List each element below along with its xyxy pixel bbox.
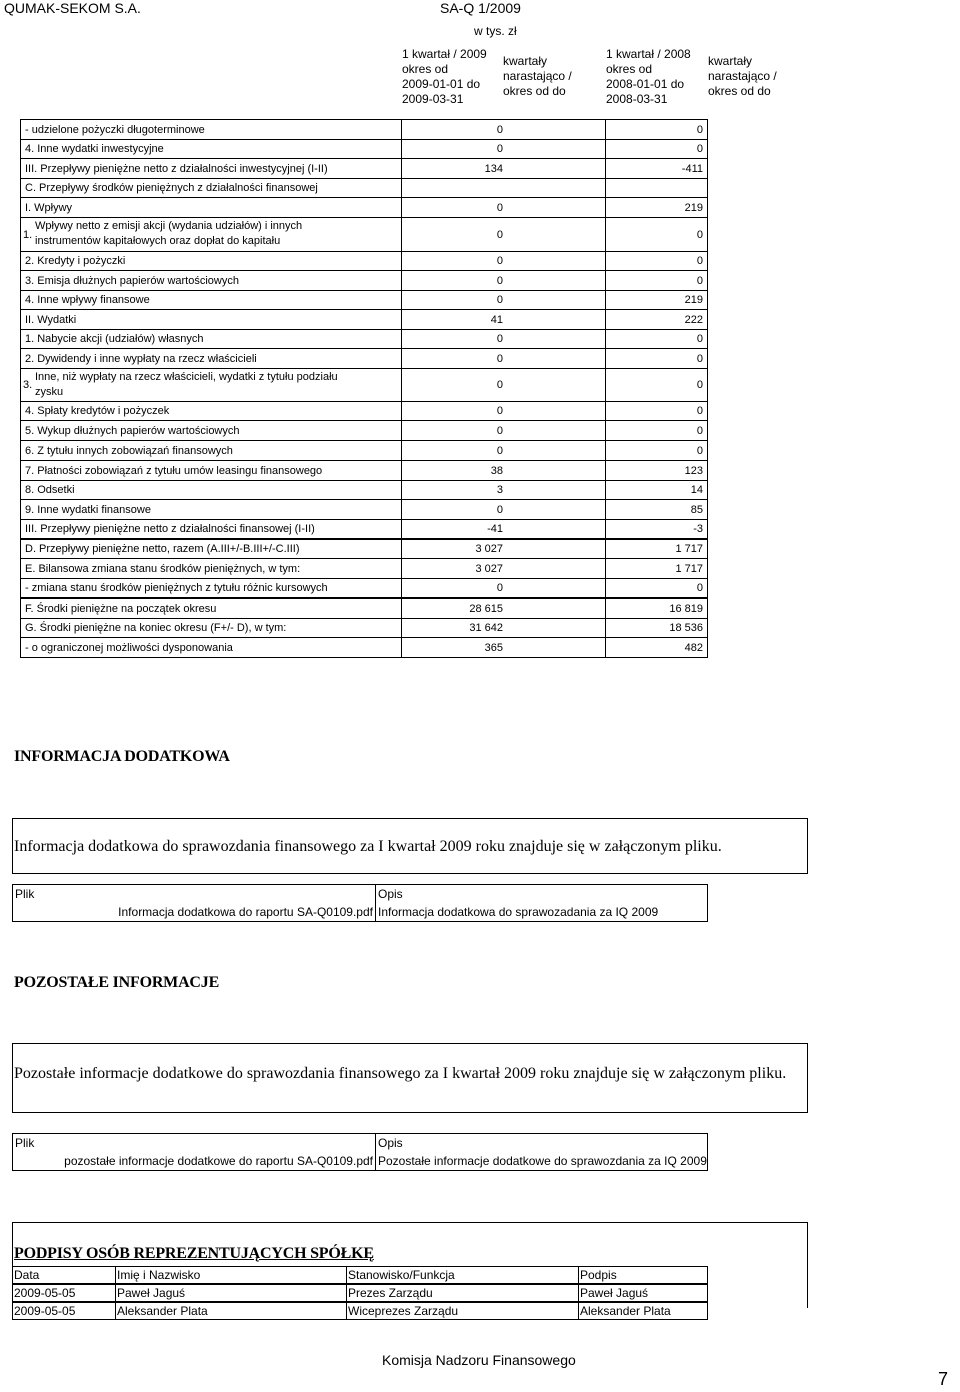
col3-line: 2008-03-31 bbox=[606, 92, 668, 106]
value-2009: 28 615 bbox=[469, 603, 503, 615]
value-2009: 0 bbox=[496, 294, 503, 306]
cashflow-row bbox=[20, 368, 708, 402]
cashflow-row-label: III. Przepływy pieniężne netto z działalności finansowej (I-II) bbox=[25, 523, 315, 535]
cashflow-row bbox=[20, 309, 708, 330]
signatures-header-row bbox=[12, 1266, 708, 1284]
value-2009: 0 bbox=[496, 425, 503, 437]
currency-label: w tys. zł bbox=[474, 24, 517, 38]
cashflow-row bbox=[20, 618, 708, 638]
cashflow-row-label: C. Przepływy środków pieniężnych z działalności finansowej bbox=[25, 182, 318, 194]
col1-line: 2009-03-31 bbox=[402, 92, 464, 106]
info-file-desc: Informacja dodatkowa do sprawozadania za IQ 2009 bbox=[378, 905, 659, 919]
value-2008: 85 bbox=[690, 504, 703, 516]
col4-line: kwartały bbox=[708, 54, 753, 68]
info-file-link[interactable]: Informacja dodatkowa do raportu SA-Q0109.pdf bbox=[118, 905, 373, 919]
cashflow-row-label: 1. Nabycie akcji (udziałów) własnych bbox=[25, 333, 204, 345]
col3-line: 2008-01-01 do bbox=[606, 77, 685, 91]
value-2008: 18 536 bbox=[669, 622, 703, 634]
value-2008: 0 bbox=[696, 124, 703, 136]
cashflow-row bbox=[20, 440, 708, 461]
sig-name: Paweł Jaguś bbox=[117, 1286, 186, 1300]
col1-header bbox=[402, 47, 487, 107]
sig-date: 2009-05-05 bbox=[14, 1286, 76, 1300]
cashflow-row bbox=[20, 290, 708, 310]
cashflow-row bbox=[20, 251, 708, 271]
info-heading: INFORMACJA DODATKOWA bbox=[14, 748, 230, 765]
cashflow-row-label: III. Przepływy pieniężne netto z działalności inwestycyjnej (I-II) bbox=[25, 163, 328, 175]
col3-header bbox=[606, 47, 691, 107]
col-desc-header: Opis bbox=[378, 1136, 403, 1150]
value-2008: 0 bbox=[696, 405, 703, 417]
signatures-row bbox=[12, 1302, 708, 1320]
value-2009: 0 bbox=[496, 353, 503, 365]
value-2009: 0 bbox=[496, 143, 503, 155]
col2-header bbox=[503, 54, 572, 99]
col-desc-header: Opis bbox=[378, 887, 403, 901]
col2-line: narastająco / bbox=[503, 69, 572, 83]
cashflow-row-label: I. Wpływy bbox=[25, 202, 73, 214]
cashflow-row-label: G. Środki pieniężne na koniec okresu (F+/- D), w tym: bbox=[25, 622, 287, 634]
col4-line: okres od do bbox=[708, 84, 771, 98]
sig-signature: Aleksander Plata bbox=[580, 1304, 671, 1318]
sig-col-signature: Podpis bbox=[580, 1268, 617, 1282]
value-2009: 41 bbox=[490, 314, 503, 326]
cashflow-row-label: 4. Inne wydatki inwestycyjne bbox=[25, 143, 164, 155]
cashflow-row bbox=[20, 178, 708, 198]
value-2008: 14 bbox=[690, 484, 703, 496]
value-2009: 0 bbox=[496, 504, 503, 516]
signatures-heading: PODPISY OSÓB REPREZENTUJĄCYCH SPÓŁKĘ bbox=[14, 1245, 374, 1262]
value-2009: 3 027 bbox=[475, 543, 503, 555]
value-2008: 0 bbox=[696, 333, 703, 345]
other-file-desc: Pozostałe informacje dodatkowe do sprawozdania za IQ 2009 bbox=[378, 1154, 707, 1168]
col4-header bbox=[708, 54, 777, 99]
col1-line: okres od bbox=[402, 62, 449, 76]
value-2008: 0 bbox=[696, 379, 703, 391]
cashflow-row bbox=[20, 558, 708, 579]
value-2008: 219 bbox=[684, 202, 703, 214]
value-2009: 0 bbox=[496, 124, 503, 136]
col1-line: 1 kwartał / 2009 bbox=[402, 47, 487, 61]
cashflow-row-label: Wpływy netto z emisji akcji (wydania udziałów) i innych bbox=[35, 220, 303, 232]
col-file-header: Plik bbox=[15, 1136, 35, 1150]
cashflow-row bbox=[20, 420, 708, 441]
cashflow-row-label-cont: instrumentów kapitałowych oraz dopłat do kapitału bbox=[35, 235, 281, 247]
other-file-table bbox=[12, 1133, 708, 1171]
cashflow-row-label: 2. Dywidendy i inne wypłaty na rzecz właścicieli bbox=[25, 353, 257, 365]
other-file-link[interactable]: pozostałe informacje dodatkowe do raportu SA-Q0109.pdf bbox=[64, 1154, 373, 1168]
value-2008: 0 bbox=[696, 143, 703, 155]
cashflow-row-label: 2. Kredyty i pożyczki bbox=[25, 255, 126, 267]
cashflow-row-label: D. Przepływy pieniężne netto, razem (A.III+/-B.III+/-C.III) bbox=[25, 543, 300, 555]
value-2009: 0 bbox=[496, 255, 503, 267]
other-heading: POZOSTAŁE INFORMACJE bbox=[14, 974, 220, 991]
footer-text: Komisja Nadzoru Finansowego bbox=[382, 1352, 576, 1368]
value-2008: 0 bbox=[696, 275, 703, 287]
value-2009: -41 bbox=[487, 523, 503, 535]
col1-line: 2009-01-01 do bbox=[402, 77, 481, 91]
cashflow-row bbox=[20, 578, 708, 598]
cashflow-row bbox=[20, 539, 708, 559]
sig-position: Prezes Zarządu bbox=[348, 1286, 433, 1300]
value-2008: 0 bbox=[696, 229, 703, 241]
cashflow-row bbox=[20, 217, 708, 252]
cashflow-row-label: - udzielone pożyczki długoterminowe bbox=[25, 124, 205, 136]
signatures-row bbox=[12, 1284, 708, 1302]
cashflow-row-label: 9. Inne wydatki finansowe bbox=[25, 504, 151, 516]
sig-col-date: Data bbox=[14, 1268, 40, 1282]
cashflow-row bbox=[20, 598, 708, 619]
value-2009: 0 bbox=[496, 445, 503, 457]
sig-col-position: Stanowisko/Funkcja bbox=[348, 1268, 455, 1282]
company-name: QUMAK-SEKOM S.A. bbox=[4, 0, 141, 16]
value-2008: 0 bbox=[696, 255, 703, 267]
cashflow-row-label: Inne, niż wypłaty na rzecz właścicieli, wydatki z tytułu podziału bbox=[35, 371, 338, 383]
col2-line: okres od do bbox=[503, 84, 566, 98]
cashflow-row bbox=[20, 158, 708, 179]
sig-col-name: Imię i Nazwisko bbox=[117, 1268, 201, 1282]
value-2008: 1 717 bbox=[675, 563, 703, 575]
cashflow-row bbox=[20, 480, 708, 500]
col-file-header: Plik bbox=[15, 887, 35, 901]
col4-line: narastająco / bbox=[708, 69, 777, 83]
col3-line: okres od bbox=[606, 62, 653, 76]
cashflow-row bbox=[20, 329, 708, 349]
value-2009: 0 bbox=[496, 405, 503, 417]
value-2008: 123 bbox=[684, 465, 703, 477]
cashflow-row-label: 3. Emisja dłużnych papierów wartościowych bbox=[25, 275, 239, 287]
cashflow-row bbox=[20, 139, 708, 159]
cashflow-row-label: 4. Spłaty kredytów i pożyczek bbox=[25, 405, 170, 417]
cashflow-row-label: 6. Z tytułu innych zobowiązań finansowych bbox=[25, 445, 233, 457]
value-2008: 219 bbox=[684, 294, 703, 306]
cashflow-row bbox=[20, 401, 708, 421]
cashflow-row bbox=[20, 519, 708, 539]
value-2008: 482 bbox=[684, 642, 703, 654]
sig-signature: Paweł Jaguś bbox=[580, 1286, 649, 1300]
other-text: Pozostałe informacje dodatkowe do sprawozdania finansowego za I kwartał 2009 roku znajduje się w załączonym pliku. bbox=[14, 1065, 787, 1082]
sig-position: Wiceprezes Zarządu bbox=[348, 1304, 459, 1318]
value-2009: 3 bbox=[496, 484, 503, 496]
cashflow-row-label: 8. Odsetki bbox=[25, 484, 75, 496]
cashflow-row bbox=[20, 270, 708, 291]
value-2008: -411 bbox=[681, 163, 703, 175]
info-text: Informacja dodatkowa do sprawozdania finansowego za I kwartał 2009 roku znajduje się w załączonym pliku. bbox=[14, 838, 722, 855]
cashflow-row-label: - zmiana stanu środków pieniężnych z tytułu różnic kursowych bbox=[25, 582, 328, 594]
value-2008: 0 bbox=[696, 582, 703, 594]
value-2008: 16 819 bbox=[669, 603, 703, 615]
cashflow-row-label: II. Wydatki bbox=[25, 314, 77, 326]
cashflow-row bbox=[20, 499, 708, 520]
value-2008: 1 717 bbox=[675, 543, 703, 555]
cashflow-row bbox=[20, 637, 708, 658]
value-2009: 0 bbox=[496, 333, 503, 345]
value-2009: 38 bbox=[490, 465, 503, 477]
sig-name: Aleksander Plata bbox=[117, 1304, 208, 1318]
cashflow-row bbox=[20, 119, 708, 140]
cashflow-row-label: E. Bilansowa zmiana stanu środków pieniężnych, w tym: bbox=[25, 563, 301, 575]
value-2009: 134 bbox=[484, 163, 503, 175]
sig-date: 2009-05-05 bbox=[14, 1304, 76, 1318]
cashflow-row-label: 4. Inne wpływy finansowe bbox=[25, 294, 150, 306]
value-2008: 222 bbox=[684, 314, 703, 326]
cashflow-row-number: 3. bbox=[23, 379, 33, 391]
info-file-table bbox=[12, 884, 708, 922]
cashflow-row bbox=[20, 348, 708, 369]
cashflow-row-label: - o ograniczonej możliwości dysponowania bbox=[25, 642, 233, 654]
cashflow-row bbox=[20, 197, 708, 218]
report-id: SA-Q 1/2009 bbox=[440, 0, 521, 16]
value-2008: 0 bbox=[696, 353, 703, 365]
value-2008: -3 bbox=[693, 523, 703, 535]
page-number: 7 bbox=[938, 1369, 949, 1389]
cashflow-row bbox=[20, 460, 708, 481]
value-2009: 0 bbox=[496, 379, 503, 391]
cashflow-row-label: F. Środki pieniężne na początek okresu bbox=[25, 603, 217, 615]
value-2008: 0 bbox=[696, 445, 703, 457]
col3-line: 1 kwartał / 2008 bbox=[606, 47, 691, 61]
value-2009: 31 642 bbox=[469, 622, 503, 634]
value-2008: 0 bbox=[696, 425, 703, 437]
value-2009: 0 bbox=[496, 202, 503, 214]
value-2009: 0 bbox=[496, 229, 503, 241]
cashflow-row-number: 1. bbox=[23, 229, 33, 241]
cashflow-row-label: 5. Wykup dłużnych papierów wartościowych bbox=[25, 425, 240, 437]
col2-line: kwartały bbox=[503, 54, 548, 68]
value-2009: 3 027 bbox=[475, 563, 503, 575]
value-2009: 0 bbox=[496, 582, 503, 594]
cashflow-row-label: 7. Płatności zobowiązań z tytułu umów leasingu finansowego bbox=[25, 465, 323, 477]
value-2009: 0 bbox=[496, 275, 503, 287]
cashflow-row-label-cont: zysku bbox=[35, 386, 64, 398]
value-2009: 365 bbox=[484, 642, 503, 654]
